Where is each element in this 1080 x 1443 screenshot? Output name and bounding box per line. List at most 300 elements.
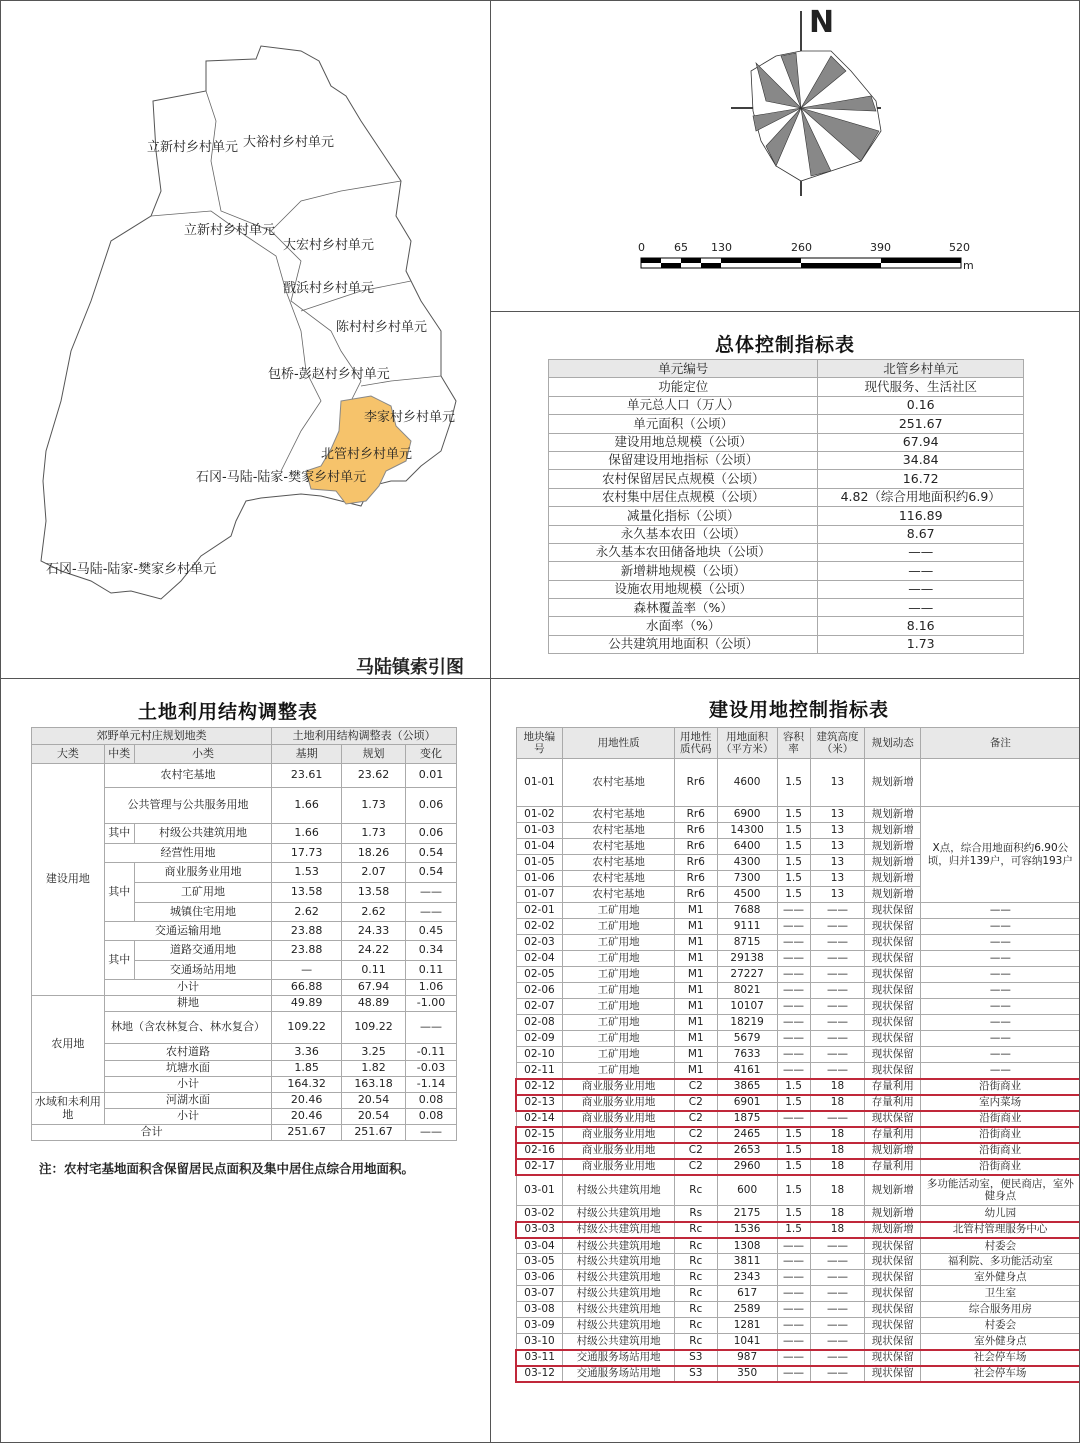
construction-land-type-cell: 工矿用地 [563,903,674,919]
overall-value-cell: —— [818,543,1024,561]
index-map-svg [1,1,491,679]
landuse-base-cell: 17.73 [272,844,342,863]
landuse-header-cell: 变化 [406,745,457,764]
overall-value-cell: 8.16 [818,617,1024,635]
landuse-plan-cell: 67.94 [342,980,406,996]
scale-tick: 260 [791,241,812,254]
construction-status-cell: 规划新增 [865,871,921,887]
construction-far-cell: 1.5 [777,1127,810,1143]
landuse-sub-cell: 工矿用地 [134,883,272,903]
construction-far-cell: 1.5 [777,855,810,871]
landuse-base-cell: 1.66 [272,824,342,844]
overall-label-cell: 新增耕地规模（公顷） [549,562,818,580]
construction-row [516,1238,1080,1254]
map-label: 李家村乡村单元 [364,410,456,425]
construction-plot-id-cell: 02-01 [516,903,563,919]
construction-area-cell: 27227 [717,967,777,983]
construction-land-type-cell: 工矿用地 [563,935,674,951]
construction-height-cell: —— [810,903,865,919]
construction-land-code-cell: S3 [674,1350,717,1366]
construction-plot-id-cell: 02-12 [516,1079,563,1095]
overall-label-cell: 永久基本农田（公顷） [549,525,818,543]
construction-land-code-cell: Rr6 [674,759,717,807]
construction-area-cell: 8715 [717,935,777,951]
construction-height-cell: —— [810,1350,865,1366]
construction-plot-id-cell: 01-05 [516,855,563,871]
construction-land-code-cell: Rc [674,1222,717,1238]
construction-area-cell: 2653 [717,1143,777,1159]
construction-land-code-cell: Rr6 [674,807,717,823]
landuse-sub-cell: 坑塘水面 [104,1061,271,1077]
construction-land-type-cell: 工矿用地 [563,1063,674,1079]
north-arrow-label: N [809,5,835,40]
overall-table [548,359,1024,654]
landuse-sub-cell: 小计 [104,980,271,996]
landuse-sub-cell: 公共管理与公共服务用地 [104,788,271,824]
landuse-total-label: 合计 [32,1125,272,1141]
construction-height-cell: 18 [810,1175,865,1206]
construction-note-cell: 社会停车场 [921,1366,1080,1382]
construction-area-cell: 350 [717,1366,777,1382]
landuse-change-cell: 0.06 [406,824,457,844]
compass-panel [490,0,1080,312]
map-label: 戬浜村乡村单元 [283,281,375,296]
construction-height-cell: 18 [810,1095,865,1111]
construction-row [516,807,1080,823]
construction-far-cell: —— [777,1047,810,1063]
construction-far-cell: 1.5 [777,759,810,807]
overall-value-cell: —— [818,580,1024,598]
construction-status-cell: 现状保留 [865,1350,921,1366]
construction-land-type-cell: 村级公共建筑用地 [563,1334,674,1350]
construction-plot-id-cell: 02-16 [516,1143,563,1159]
overall-value-cell: —— [818,562,1024,580]
construction-height-cell: —— [810,1286,865,1302]
construction-status-cell: 现状保留 [865,1238,921,1254]
construction-area-cell: 2589 [717,1302,777,1318]
construction-height-cell: —— [810,951,865,967]
landuse-panel [0,678,491,1443]
landuse-header-group: 郊野单元村庄规划地类 [32,728,272,745]
landuse-sub-cell: 小计 [104,1077,271,1093]
construction-land-code-cell: M1 [674,1063,717,1079]
construction-status-cell: 现状保留 [865,967,921,983]
construction-plot-id-cell: 02-10 [516,1047,563,1063]
construction-far-cell: 1.5 [777,1143,810,1159]
landuse-mid-cell: 其中 [104,863,134,922]
overall-row [549,488,1024,506]
landuse-plan-cell: 1.73 [342,788,406,824]
construction-status-cell: 现状保留 [865,1015,921,1031]
construction-land-code-cell: M1 [674,983,717,999]
overall-value-cell: —— [818,599,1024,617]
construction-height-cell: —— [810,1334,865,1350]
overall-label-cell: 单元面积（公顷） [549,415,818,433]
construction-land-code-cell: Rc [674,1238,717,1254]
construction-land-code-cell: S3 [674,1366,717,1382]
construction-row [516,1175,1080,1206]
construction-height-cell: —— [810,983,865,999]
construction-row [516,1222,1080,1238]
construction-land-code-cell: M1 [674,967,717,983]
overall-label-cell: 森林覆盖率（%） [549,599,818,617]
construction-land-code-cell: M1 [674,1015,717,1031]
construction-area-cell: 3865 [717,1079,777,1095]
construction-row [516,1031,1080,1047]
landuse-header-cell: 小类 [134,745,272,764]
construction-height-cell: 13 [810,823,865,839]
construction-note-cell: —— [921,951,1080,967]
construction-area-cell: 1308 [717,1238,777,1254]
construction-land-code-cell: C2 [674,1079,717,1095]
landuse-plan-cell: 3.25 [342,1044,406,1061]
construction-plot-id-cell: 03-02 [516,1206,563,1222]
construction-note-cell: 沿街商业 [921,1143,1080,1159]
construction-note-cell: X点，综合用地面积约6.90公顷，归并139户，可容纳193户 [921,807,1080,903]
construction-land-type-cell: 工矿用地 [563,1031,674,1047]
overall-label-cell: 公共建筑用地面积（公顷） [549,635,818,653]
overall-panel [490,311,1080,679]
scale-unit: m [963,259,974,272]
construction-status-cell: 现状保留 [865,1318,921,1334]
map-label: 北管村乡村单元 [321,447,413,462]
landuse-plan-cell: 18.26 [342,844,406,863]
construction-area-cell: 617 [717,1286,777,1302]
landuse-change-cell: —— [406,903,457,922]
overall-row [549,580,1024,598]
overall-label-cell: 建设用地总规模（公顷） [549,433,818,451]
construction-height-cell: 13 [810,839,865,855]
landuse-sub-cell: 耕地 [104,996,271,1012]
construction-land-type-cell: 商业服务业用地 [563,1079,674,1095]
construction-land-type-cell: 农村宅基地 [563,823,674,839]
construction-note-cell: 北管村管理服务中心 [921,1222,1080,1238]
landuse-change-cell: 1.06 [406,980,457,996]
landuse-base-cell: — [272,961,342,980]
construction-status-cell: 规划新增 [865,807,921,823]
construction-row [516,1366,1080,1382]
construction-area-cell: 600 [717,1175,777,1206]
overall-label-cell: 永久基本农田储备地块（公顷） [549,543,818,561]
construction-far-cell: 1.5 [777,887,810,903]
construction-land-type-cell: 商业服务业用地 [563,1095,674,1111]
construction-plot-id-cell: 01-07 [516,887,563,903]
construction-land-type-cell: 农村宅基地 [563,887,674,903]
overall-value-cell: 251.67 [818,415,1024,433]
construction-plot-id-cell: 02-05 [516,967,563,983]
landuse-major-cell: 水域和未利用地 [32,1093,105,1125]
construction-land-type-cell: 村级公共建筑用地 [563,1222,674,1238]
overall-label-cell: 水面率（%） [549,617,818,635]
landuse-change-cell: 0.08 [406,1109,457,1125]
construction-row [516,903,1080,919]
construction-status-cell: 现状保留 [865,983,921,999]
overall-label-cell: 单元总人口（万人） [549,396,818,414]
construction-area-cell: 2343 [717,1270,777,1286]
construction-land-code-cell: Rr6 [674,839,717,855]
construction-land-code-cell: Rc [674,1334,717,1350]
construction-area-cell: 4161 [717,1063,777,1079]
construction-row [516,1127,1080,1143]
landuse-plan-cell: 109.22 [342,1012,406,1044]
construction-area-cell: 14300 [717,823,777,839]
construction-land-type-cell: 农村宅基地 [563,839,674,855]
construction-area-cell: 4500 [717,887,777,903]
landuse-change-cell: 0.54 [406,844,457,863]
landuse-base-cell: 20.46 [272,1093,342,1109]
construction-plot-id-cell: 03-08 [516,1302,563,1318]
construction-height-cell: —— [810,1015,865,1031]
construction-note-cell: 室外健身点 [921,1334,1080,1350]
construction-height-cell: 18 [810,1159,865,1175]
construction-header-cell: 备注 [921,728,1080,759]
construction-land-type-cell: 交通服务场站用地 [563,1366,674,1382]
construction-land-code-cell: C2 [674,1159,717,1175]
overall-row [549,525,1024,543]
overall-value-cell: 8.67 [818,525,1024,543]
scale-tick: 65 [674,241,688,254]
construction-far-cell: —— [777,935,810,951]
landuse-base-cell: 66.88 [272,980,342,996]
scale-bar-segment [661,263,681,268]
construction-row [516,951,1080,967]
construction-plot-id-cell: 02-03 [516,935,563,951]
construction-note-cell: 综合服务用房 [921,1302,1080,1318]
construction-land-type-cell: 村级公共建筑用地 [563,1302,674,1318]
construction-area-cell: 2960 [717,1159,777,1175]
construction-note-cell: 多功能活动室，便民商店，室外健身点 [921,1175,1080,1206]
construction-far-cell: 1.5 [777,871,810,887]
construction-height-cell: —— [810,999,865,1015]
construction-land-type-cell: 村级公共建筑用地 [563,1254,674,1270]
overall-row [549,543,1024,561]
construction-area-cell: 4300 [717,855,777,871]
landuse-base-cell: 164.32 [272,1077,342,1093]
overall-value-cell: 34.84 [818,451,1024,469]
landuse-change-cell: —— [406,1125,457,1141]
construction-land-type-cell: 工矿用地 [563,919,674,935]
landuse-sub-cell: 河湖水面 [104,1093,271,1109]
landuse-sub-cell: 交通场站用地 [134,961,272,980]
landuse-title: 土地利用结构调整表 [138,701,319,723]
overall-row [549,599,1024,617]
scale-tick: 0 [638,241,645,254]
construction-row [516,1063,1080,1079]
construction-header-cell: 容积率 [777,728,810,759]
construction-note-cell: —— [921,919,1080,935]
construction-far-cell: —— [777,1063,810,1079]
construction-land-code-cell: C2 [674,1111,717,1127]
construction-height-cell: 13 [810,887,865,903]
construction-area-cell: 6900 [717,807,777,823]
construction-status-cell: 规划新增 [865,1175,921,1206]
construction-land-type-cell: 工矿用地 [563,1047,674,1063]
construction-plot-id-cell: 03-03 [516,1222,563,1238]
overall-label-cell: 设施农用地规模（公顷） [549,580,818,598]
construction-land-type-cell: 村级公共建筑用地 [563,1270,674,1286]
construction-height-cell: —— [810,1238,865,1254]
overall-row [549,378,1024,396]
construction-height-cell: 18 [810,1222,865,1238]
landuse-base-cell: 23.61 [272,764,342,788]
construction-height-cell: —— [810,1031,865,1047]
construction-far-cell: 1.5 [777,839,810,855]
construction-height-cell: 18 [810,1079,865,1095]
construction-land-type-cell: 商业服务业用地 [563,1159,674,1175]
landuse-note: 注：农村宅基地面积含保留居民点面积及集中居住点综合用地面积。 [39,1161,415,1176]
construction-row [516,1079,1080,1095]
scale-bar-segment [701,263,721,268]
overall-row [549,396,1024,414]
construction-note-cell: 沿街商业 [921,1159,1080,1175]
construction-plot-id-cell: 03-09 [516,1318,563,1334]
construction-note-cell: 卫生室 [921,1286,1080,1302]
construction-note-cell: 福利院、多功能活动室 [921,1254,1080,1270]
construction-height-cell: —— [810,1063,865,1079]
construction-note-cell: —— [921,935,1080,951]
map-label: 陈村村乡村单元 [336,320,428,335]
construction-plot-id-cell: 03-01 [516,1175,563,1206]
construction-status-cell: 现状保留 [865,1111,921,1127]
construction-land-code-cell: M1 [674,935,717,951]
overall-value-cell: 116.89 [818,507,1024,525]
landuse-change-cell: 0.06 [406,788,457,824]
landuse-plan-cell: 251.67 [342,1125,406,1141]
landuse-plan-cell: 20.54 [342,1093,406,1109]
construction-area-cell: 7688 [717,903,777,919]
construction-status-cell: 现状保留 [865,1270,921,1286]
construction-header-cell: 规划动态 [865,728,921,759]
construction-height-cell: —— [810,1254,865,1270]
construction-height-cell: 18 [810,1127,865,1143]
construction-height-cell: —— [810,935,865,951]
construction-status-cell: 规划新增 [865,1206,921,1222]
landuse-plan-cell: 23.62 [342,764,406,788]
construction-status-cell: 现状保留 [865,1302,921,1318]
scale-tick: 130 [711,241,732,254]
landuse-change-cell: 0.08 [406,1093,457,1109]
construction-land-type-cell: 农村宅基地 [563,759,674,807]
construction-height-cell: —— [810,967,865,983]
construction-plot-id-cell: 03-05 [516,1254,563,1270]
construction-land-code-cell: M1 [674,903,717,919]
scale-bar-segment [801,263,881,268]
landuse-base-cell: 1.66 [272,788,342,824]
construction-area-cell: 2465 [717,1127,777,1143]
construction-note-cell: —— [921,1031,1080,1047]
overall-row [549,360,1024,378]
construction-note-cell: 沿街商业 [921,1111,1080,1127]
construction-far-cell: —— [777,1015,810,1031]
construction-status-cell: 现状保留 [865,1254,921,1270]
construction-plot-id-cell: 03-10 [516,1334,563,1350]
construction-land-code-cell: Rr6 [674,871,717,887]
construction-far-cell: —— [777,1238,810,1254]
construction-height-cell: —— [810,1111,865,1127]
construction-panel [490,678,1080,1443]
construction-table [515,727,1080,1383]
construction-header-cell: 用地性质代码 [674,728,717,759]
construction-status-cell: 规划新增 [865,887,921,903]
construction-plot-id-cell: 01-06 [516,871,563,887]
construction-plot-id-cell: 02-13 [516,1095,563,1111]
overall-label-cell: 农村集中居住点规模（公顷） [549,488,818,506]
scale-bar-segment [681,258,701,263]
construction-land-type-cell: 村级公共建筑用地 [563,1238,674,1254]
construction-status-cell: 现状保留 [865,1031,921,1047]
construction-status-cell: 存量利用 [865,1159,921,1175]
landuse-change-cell: -1.14 [406,1077,457,1093]
map-label: 立新村乡村单元 [147,140,239,155]
construction-row [516,1095,1080,1111]
landuse-plan-cell: 2.62 [342,903,406,922]
overall-value-cell: 4.82（综合用地面积约6.9） [818,488,1024,506]
landuse-sub-cell: 小计 [104,1109,271,1125]
construction-note-cell: 室外健身点 [921,1270,1080,1286]
construction-row [516,1206,1080,1222]
construction-height-cell: —— [810,1270,865,1286]
landuse-plan-cell: 48.89 [342,996,406,1012]
construction-area-cell: 7300 [717,871,777,887]
construction-land-code-cell: C2 [674,1143,717,1159]
construction-status-cell: 现状保留 [865,999,921,1015]
landuse-sub-cell: 商业服务业用地 [134,863,272,883]
construction-note-cell: 沿街商业 [921,1079,1080,1095]
overall-label-cell: 单元编号 [549,360,818,378]
construction-status-cell: 现状保留 [865,935,921,951]
construction-far-cell: —— [777,1254,810,1270]
construction-plot-id-cell: 02-15 [516,1127,563,1143]
map-label: 大裕村乡村单元 [243,135,335,150]
construction-status-cell: 规划新增 [865,1143,921,1159]
construction-land-code-cell: M1 [674,1031,717,1047]
construction-header-cell: 用地面积（平方米） [717,728,777,759]
construction-note-cell: 沿街商业 [921,1127,1080,1143]
overall-label-cell: 保留建设用地指标（公顷） [549,451,818,469]
construction-land-type-cell: 村级公共建筑用地 [563,1206,674,1222]
scale-tick: 520 [949,241,970,254]
construction-land-type-cell: 交通服务场站用地 [563,1350,674,1366]
overall-row [549,617,1024,635]
construction-row [516,1334,1080,1350]
construction-note-cell: —— [921,1047,1080,1063]
construction-area-cell: 6901 [717,1095,777,1111]
construction-plot-id-cell: 01-02 [516,807,563,823]
construction-status-cell: 现状保留 [865,951,921,967]
construction-land-code-cell: Rc [674,1302,717,1318]
construction-plot-id-cell: 01-04 [516,839,563,855]
map-label: 立新村乡村单元 [184,223,276,238]
scale-bar-segment [881,258,961,263]
construction-area-cell: 5679 [717,1031,777,1047]
construction-status-cell: 现状保留 [865,903,921,919]
construction-row [516,1111,1080,1127]
construction-far-cell: —— [777,903,810,919]
landuse-base-cell: 2.62 [272,903,342,922]
landuse-plan-cell: 163.18 [342,1077,406,1093]
landuse-header-cell: 规划 [342,745,406,764]
map-caption: 马陆镇索引图 [356,657,464,678]
construction-far-cell: —— [777,1302,810,1318]
landuse-base-cell: 20.46 [272,1109,342,1125]
landuse-base-cell: 3.36 [272,1044,342,1061]
construction-land-type-cell: 农村宅基地 [563,871,674,887]
construction-height-cell: 13 [810,855,865,871]
landuse-major-cell: 建设用地 [32,764,105,996]
scale-bar-segment [721,258,801,263]
construction-land-type-cell: 农村宅基地 [563,855,674,871]
construction-area-cell: 1536 [717,1222,777,1238]
